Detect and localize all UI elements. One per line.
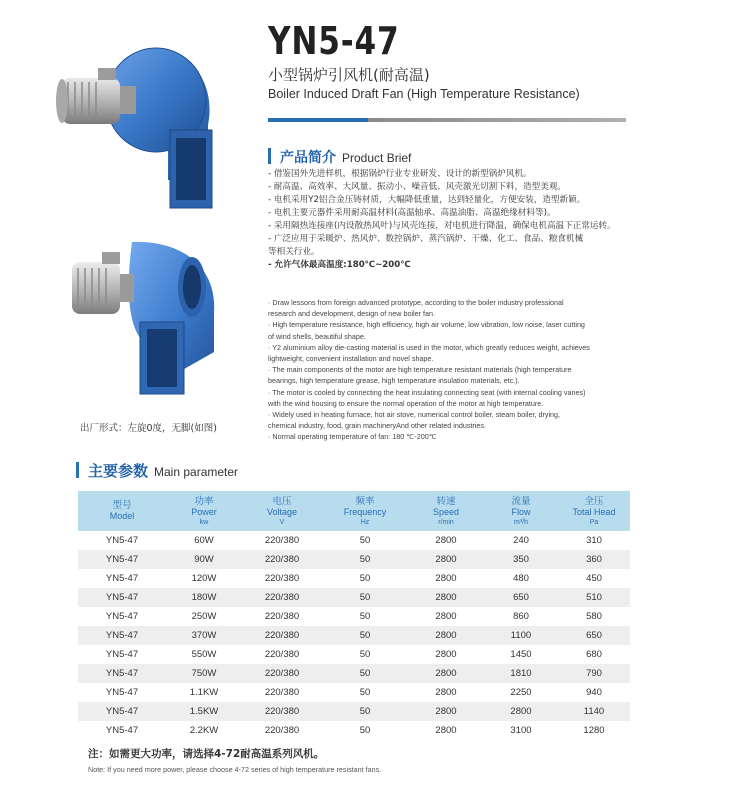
table-cell: 480 bbox=[513, 573, 529, 584]
table-cell: 940 bbox=[586, 687, 602, 698]
table-cell: 120W bbox=[191, 573, 217, 584]
table-cell: 220/380 bbox=[264, 725, 300, 736]
table-cell: 680 bbox=[586, 649, 602, 660]
table-cell: 60W bbox=[194, 535, 214, 546]
header-unit: Pa bbox=[589, 518, 599, 526]
table-cell: 2800 bbox=[408, 626, 484, 645]
table-cell: 50 bbox=[359, 725, 371, 736]
header-cn: 全压 bbox=[584, 495, 604, 507]
table-cell: 240 bbox=[513, 535, 529, 546]
table-row bbox=[78, 531, 630, 550]
table-cell: 220/380 bbox=[264, 573, 300, 584]
brief-item-en: · The main components of the motor are high temperature resistant materials (high temperature bearings, high temperature grease, high temperature insulation materials, etc.). bbox=[268, 365, 572, 386]
table-cell: 2800 bbox=[435, 725, 457, 736]
product-brief-heading bbox=[268, 146, 411, 167]
brief-item-cn: - 广泛应用于采暖炉、热风炉、数控锅炉、蒸汽锅炉、干燥、化工、食品、粮食机械 等相关行业。 bbox=[268, 234, 584, 257]
table-row bbox=[78, 569, 630, 588]
table-cell: 220/380 bbox=[264, 687, 300, 698]
table-row bbox=[78, 626, 630, 645]
table-cell: 350 bbox=[484, 550, 558, 569]
header-unit: kw bbox=[199, 518, 209, 526]
table-cell: YN5-47 bbox=[105, 573, 139, 584]
brief-item-cn: - 采用隔热连接座(内设散热风叶)与风壳连接，对电机进行降温，确保电机高温下正常运转。 bbox=[268, 221, 616, 231]
table-header-row bbox=[78, 491, 630, 531]
table-cell: 860 bbox=[513, 611, 529, 622]
main-parameter-heading bbox=[76, 460, 238, 481]
brief-item-en: · The motor is cooled by connecting the heat insulating connecting seat (with internal cooling vanes) with the wind housing to ensure the normal operation of the motor at high temperature. bbox=[268, 387, 586, 408]
table-cell: YN5-47 bbox=[78, 550, 166, 569]
table-cell: 1280 bbox=[583, 725, 605, 736]
table-cell: 650 bbox=[484, 588, 558, 607]
brief-item-cn: - 电机采用Y2铝合金压铸材质，大幅降低重量，达到轻量化，方便安装，造型新颖。 bbox=[268, 195, 586, 205]
header-unit: Hz bbox=[360, 518, 370, 526]
table-cell: 180W bbox=[166, 588, 242, 607]
brief-item-cn: - 耐高温、高效率、大风量、振动小、噪音低、风壳激光切割下料，造型美观。 bbox=[268, 182, 567, 192]
product-title-cn: 小型锅炉引风机(耐高温) bbox=[268, 66, 430, 84]
table-cell: 360 bbox=[558, 550, 630, 569]
fan-product-image bbox=[48, 30, 228, 220]
header-power bbox=[166, 491, 242, 531]
header-en: Total Head bbox=[572, 506, 616, 517]
product-title-en: Boiler Induced Draft Fan (High Temperature Resistance) bbox=[268, 87, 580, 101]
table-cell: YN5-47 bbox=[78, 588, 166, 607]
table-row bbox=[78, 588, 630, 607]
header-cn: 功率 bbox=[194, 495, 214, 507]
header-speed bbox=[408, 491, 484, 531]
brief-item-en: · Draw lessons from foreign advanced prototype, according to the boiler industry professional research and development, design of new boiler fan. bbox=[268, 298, 564, 319]
table-cell: 450 bbox=[586, 573, 602, 584]
table-cell: 1140 bbox=[558, 702, 630, 721]
table-cell: YN5-47 bbox=[105, 649, 139, 660]
param-title-en: Main parameter bbox=[154, 465, 239, 479]
fan-product-image-side bbox=[62, 232, 227, 402]
table-cell: 50 bbox=[359, 649, 371, 660]
brief-list-cn bbox=[268, 168, 648, 272]
header-frequency bbox=[322, 491, 408, 531]
header-en: Flow bbox=[511, 506, 531, 517]
table-cell: 2800 bbox=[484, 702, 558, 721]
table-cell: 2800 bbox=[408, 702, 484, 721]
table-cell: 220/380 bbox=[242, 664, 322, 683]
brief-item-cn: - 借鉴国外先进样机，根据锅炉行业专业研发、设计的新型锅炉风机。 bbox=[268, 169, 532, 179]
table-row bbox=[78, 664, 630, 683]
table-cell: 50 bbox=[359, 611, 371, 622]
table-cell: YN5-47 bbox=[105, 611, 139, 622]
table-cell: 510 bbox=[558, 588, 630, 607]
table-cell: 220/380 bbox=[242, 702, 322, 721]
header-cn: 型号 bbox=[112, 500, 132, 511]
table-cell: YN5-47 bbox=[78, 664, 166, 683]
brief-title-cn: 产品简介 bbox=[280, 150, 336, 166]
title-block bbox=[268, 20, 668, 101]
brief-item-cn: - 电机主要元器件采用耐高温材料(高温轴承、高温油脂、高温绝缘材料等)。 bbox=[268, 208, 556, 218]
table-cell: 220/380 bbox=[264, 611, 300, 622]
table-row bbox=[78, 721, 630, 740]
table-cell: 220/380 bbox=[264, 649, 300, 660]
table-cell: 50 bbox=[322, 664, 408, 683]
table-row bbox=[78, 645, 630, 664]
header-en: Frequency bbox=[343, 506, 387, 517]
factory-form-caption: 出厂形式：左旋0度，无脚(如图) bbox=[80, 423, 217, 434]
table-cell: 50 bbox=[359, 535, 371, 546]
table-cell: 250W bbox=[191, 611, 217, 622]
table-cell: 2.2KW bbox=[189, 725, 219, 736]
header-cn: 流量 bbox=[511, 495, 531, 507]
table-cell: 3100 bbox=[510, 725, 532, 736]
table-cell: 2800 bbox=[435, 611, 457, 622]
table-cell: 370W bbox=[166, 626, 242, 645]
brief-item-en: · Widely used in heating furnace, hot air stove, numerical control boiler, steam boiler, drying, chemical industry, food, grain machineryAnd other related industries. bbox=[268, 410, 561, 431]
table-cell: 1810 bbox=[484, 664, 558, 683]
table-cell: 2800 bbox=[408, 664, 484, 683]
table-row bbox=[78, 702, 630, 721]
table-cell: 650 bbox=[558, 626, 630, 645]
table-cell: 310 bbox=[586, 535, 602, 546]
header-en: Speed bbox=[432, 506, 460, 517]
table-cell: 90W bbox=[166, 550, 242, 569]
heading-bar bbox=[76, 462, 79, 478]
header-voltage bbox=[242, 491, 322, 531]
table-row bbox=[78, 607, 630, 626]
table-cell: YN5-47 bbox=[78, 702, 166, 721]
header-unit: m³/h bbox=[514, 518, 528, 526]
brief-item-en: · Y2 aluminium alloy die-casting material is used in the motor, which greatly reduces weight, achieves lightweight, convenient installation and novel shape. bbox=[268, 342, 590, 364]
table-cell: 2800 bbox=[408, 588, 484, 607]
table-cell: 1.5KW bbox=[166, 702, 242, 721]
model-title: YN5-47 bbox=[268, 19, 400, 63]
table-cell: YN5-47 bbox=[78, 626, 166, 645]
heading-bar bbox=[268, 148, 271, 164]
table-cell: 790 bbox=[558, 664, 630, 683]
brief-list-en bbox=[268, 297, 648, 443]
table-cell: 750W bbox=[166, 664, 242, 683]
table-row bbox=[78, 550, 630, 569]
param-title-cn: 主要参数 bbox=[88, 462, 149, 480]
header-en: Model bbox=[109, 511, 135, 521]
table-cell: 2800 bbox=[435, 649, 457, 660]
brief-item-cn-temperature: - 允许气体最高温度:180℃~200℃ bbox=[268, 260, 411, 270]
table-cell: 550W bbox=[191, 649, 217, 660]
note-en: Note: If you need more power, please choose 4-72 series of high temperature resistant fans. bbox=[88, 765, 382, 774]
table-cell: 50 bbox=[359, 687, 371, 698]
brief-title-en: Product Brief bbox=[342, 151, 412, 165]
note-cn: 注：如需更大功率，请选择4-72耐高温系列风机。 bbox=[88, 748, 325, 760]
table-cell: 50 bbox=[322, 550, 408, 569]
table-cell: 2250 bbox=[510, 687, 532, 698]
table-cell: 1100 bbox=[484, 626, 558, 645]
table-cell: 580 bbox=[586, 611, 602, 622]
table-cell: 220/380 bbox=[242, 626, 322, 645]
table-cell: 2800 bbox=[435, 687, 457, 698]
brief-item-en: · Normal operating temperature of fan: 180 ℃-200℃ bbox=[268, 432, 437, 442]
parameter-table-body bbox=[78, 531, 630, 740]
table-cell: 50 bbox=[322, 702, 408, 721]
header-en: Voltage bbox=[266, 506, 298, 517]
header-en: Power bbox=[191, 506, 217, 517]
table-cell: 1.1KW bbox=[189, 687, 219, 698]
table-cell: YN5-47 bbox=[105, 687, 139, 698]
table-cell: YN5-47 bbox=[105, 535, 139, 546]
header-cn: 转速 bbox=[436, 495, 456, 507]
table-cell: 50 bbox=[322, 588, 408, 607]
header-cn: 电压 bbox=[272, 495, 292, 507]
table-row bbox=[78, 683, 630, 702]
brief-item-en: · High temperature resistance, high efficiency, high air volume, low vibration, low noise, laser cutting of wind shells, beautiful shape. bbox=[268, 320, 585, 341]
table-cell: YN5-47 bbox=[105, 725, 139, 736]
header-model bbox=[78, 491, 166, 531]
header-unit: V bbox=[279, 518, 285, 526]
title-divider bbox=[268, 118, 626, 122]
header-total-head bbox=[558, 491, 630, 531]
parameter-table bbox=[78, 491, 630, 740]
table-cell: 220/380 bbox=[264, 535, 300, 546]
header-flow bbox=[484, 491, 558, 531]
table-cell: 1450 bbox=[510, 649, 532, 660]
table-cell: 2800 bbox=[408, 550, 484, 569]
header-unit: r/min bbox=[438, 518, 454, 526]
table-cell: 220/380 bbox=[242, 550, 322, 569]
header-cn: 频率 bbox=[355, 495, 375, 507]
table-cell: 220/380 bbox=[242, 588, 322, 607]
table-cell: 2800 bbox=[435, 535, 457, 546]
table-cell: 2800 bbox=[435, 573, 457, 584]
table-cell: 50 bbox=[359, 573, 371, 584]
table-cell: 50 bbox=[322, 626, 408, 645]
